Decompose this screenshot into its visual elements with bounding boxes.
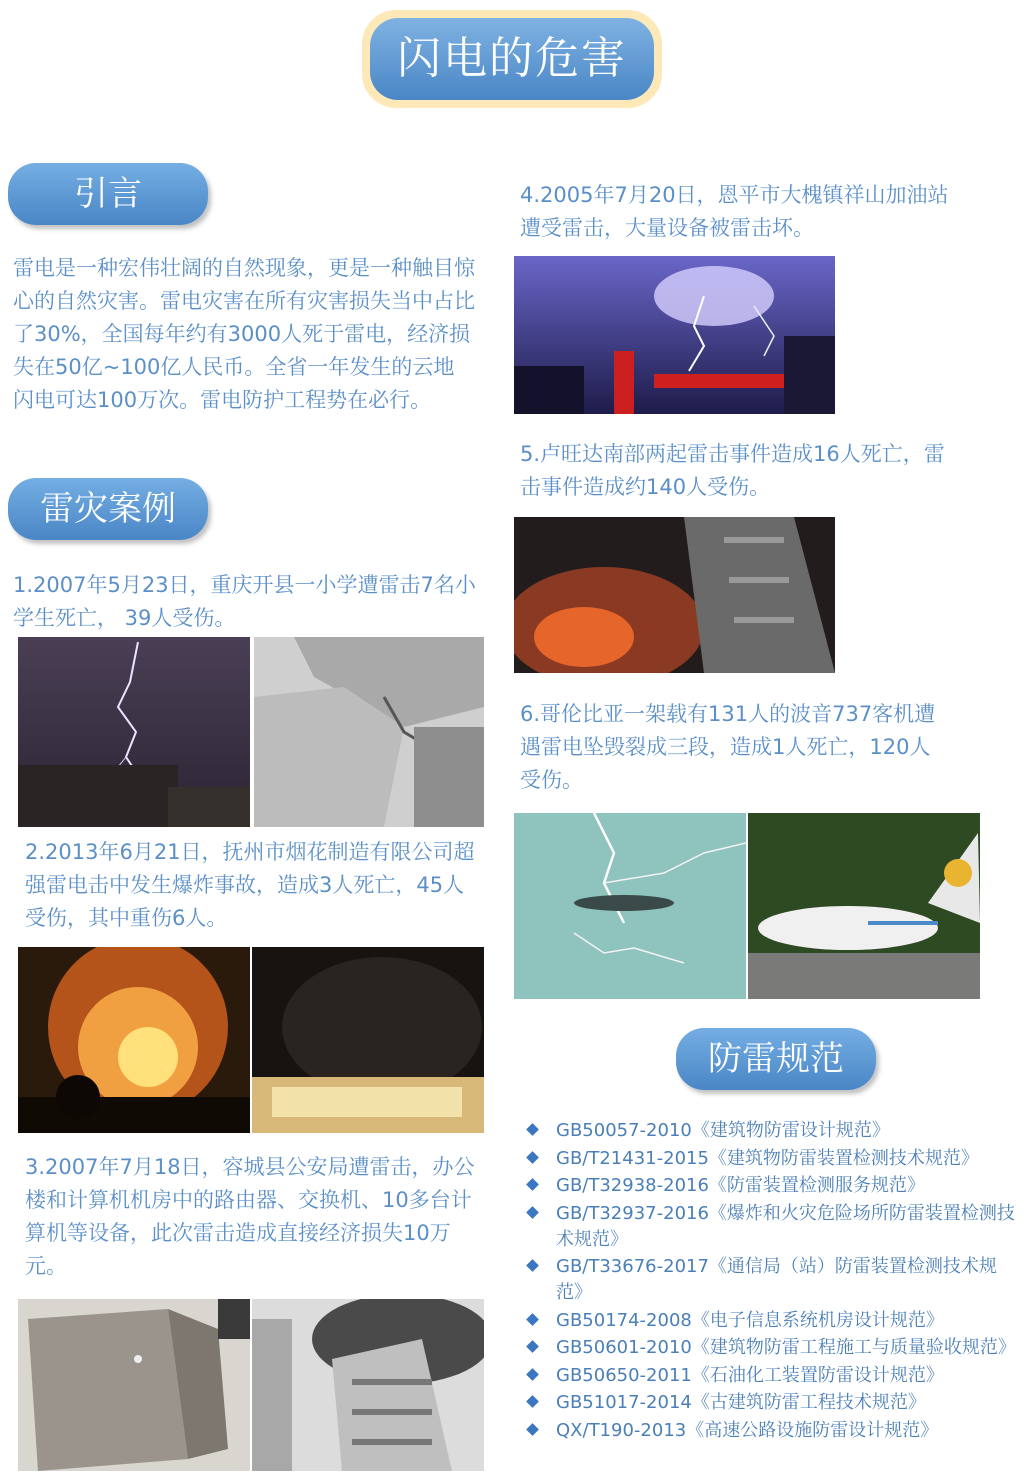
standard-item-text: QX/T190-2013《高速公路设施防雷设计规范》 — [556, 1419, 939, 1441]
standard-item-text: GB50650-2011《石油化工装置防雷设计规范》 — [556, 1364, 944, 1386]
case-4-text: 4.2005年7月20日，恩平市大槐镇祥山加油站遭受雷击，大量设备被雷击坏。 — [520, 183, 949, 240]
standards-list — [528, 1118, 1018, 1445]
diamond-bullet-icon — [526, 1340, 539, 1353]
case-5-text: 5.卢旺达南部两起雷击事件造成16人死亡，雷击事件造成约140人受伤。 — [520, 442, 945, 499]
standard-item-text: GB/T21431-2015《建筑物防雷装置检测技术规范》 — [556, 1147, 979, 1169]
diamond-bullet-icon — [526, 1178, 539, 1191]
standard-item-text: GB/T32937-2016《爆炸和火灾危险场所防雷装置检测技术规范》 — [556, 1202, 1015, 1250]
case-6-text: 6.哥伦比亚一架载有131人的波音737客机遭遇雷电坠毁裂成三段，造成1人死亡，120人受伤。 — [520, 702, 936, 792]
diamond-bullet-icon — [526, 1259, 539, 1272]
case-3-text: 3.2007年7月18日，容城县公安局遭雷击，办公楼和计算机机房中的路由器、交换机、10多台计算机等设备，此次雷击造成直接经济损失10万元。 — [25, 1155, 475, 1278]
diamond-bullet-icon — [526, 1313, 539, 1326]
case-6-photo-plane-crash — [748, 813, 980, 999]
diamond-bullet-icon — [526, 1423, 539, 1436]
standard-item — [528, 1335, 1018, 1361]
standard-item — [528, 1363, 1018, 1389]
case-5-photo-fire — [514, 517, 835, 673]
diamond-bullet-icon — [526, 1206, 539, 1219]
case-1-photo-lightning — [18, 637, 250, 827]
standard-item — [528, 1254, 1018, 1306]
diamond-bullet-icon — [526, 1123, 539, 1136]
standard-item — [528, 1173, 1018, 1199]
standards-heading: 防雷规范 — [676, 1028, 876, 1090]
standard-item-text: GB/T32938-2016《防雷装置检测服务规范》 — [556, 1175, 925, 1196]
case-2-photo-smoke — [252, 947, 484, 1133]
case-2-text: 2.2013年6月21日，抚州市烟花制造有限公司超强雷电击中发生爆炸事故，造成3人死亡，45人受伤，其中重伤6人。 — [25, 840, 475, 930]
diamond-bullet-icon — [526, 1151, 539, 1164]
intro-heading: 引言 — [8, 163, 208, 225]
title-banner — [362, 10, 662, 108]
standard-item — [528, 1418, 1018, 1444]
standard-item — [528, 1308, 1018, 1334]
case-3-photo-burning-building — [252, 1299, 484, 1471]
standard-item — [528, 1390, 1018, 1416]
standard-item-text: GB50174-2008《电子信息系统机房设计规范》 — [556, 1309, 944, 1331]
standard-item — [528, 1118, 1018, 1144]
standard-item-text: GB/T33676-2017《通信局（站）防雷装置检测技术规范》 — [556, 1256, 997, 1303]
cases-heading: 雷灾案例 — [8, 478, 208, 540]
standard-item — [528, 1201, 1018, 1253]
case-2-photo-explosion — [18, 947, 250, 1133]
standard-item-text: GB50057-2010《建筑物防雷设计规范》 — [556, 1120, 890, 1141]
diamond-bullet-icon — [526, 1368, 539, 1381]
standard-item — [528, 1146, 1018, 1172]
diamond-bullet-icon — [526, 1395, 539, 1408]
case-1-text: 1.2007年5月23日，重庆开县一小学遭雷击7名小学生死亡， 39人受伤。 — [13, 573, 476, 630]
case-3-photo-burnt-computer — [18, 1299, 250, 1471]
case-6-photo-plane-lightning — [514, 813, 746, 999]
case-4-photo-gas-station — [514, 256, 835, 414]
page-title: 闪电的危害 — [370, 18, 654, 100]
case-1-photo-damaged-wall — [254, 637, 484, 827]
standard-item-text: GB50601-2010《建筑物防雷工程施工与质量验收规范》 — [556, 1337, 1016, 1358]
standard-item-text: GB51017-2014《古建筑防雷工程技术规范》 — [556, 1392, 926, 1413]
intro-paragraph: 雷电是一种宏伟壮阔的自然现象，更是一种触目惊心的自然灾害。雷电灾害在所有灾害损失当中占比了30%，全国每年约有3000人死于雷电，经济损失在50亿~100亿人民币。全省一年发生的云地闪电可达100万次。雷电防护工程势在必行。 — [13, 256, 475, 412]
